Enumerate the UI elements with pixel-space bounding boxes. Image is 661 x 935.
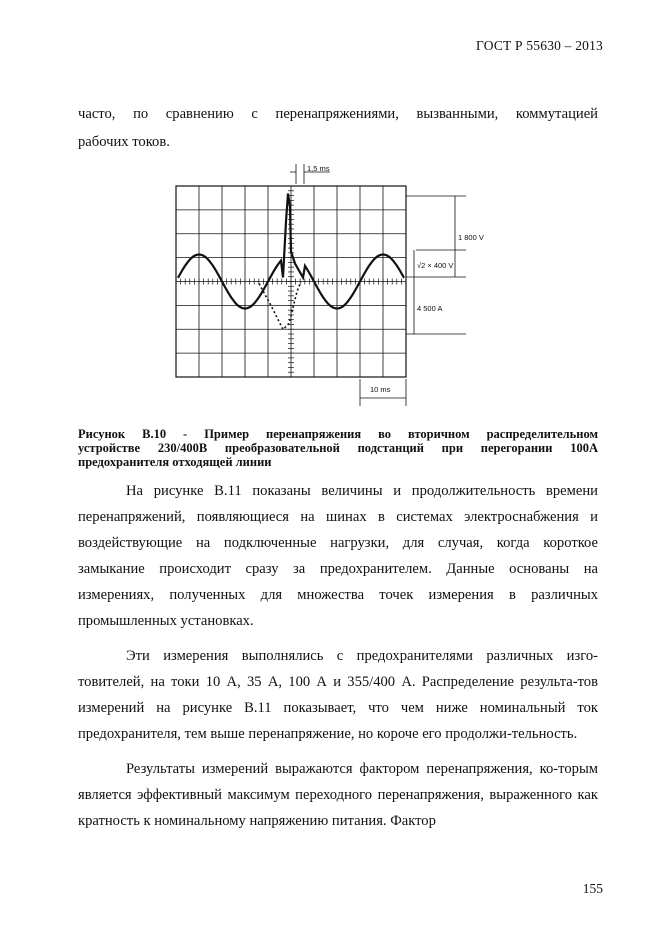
intro-line-2: рабочих токов. [78,134,170,150]
label-amplitude: √2 × 400 V [417,261,454,270]
page-header: ГОСТ Р 55630 – 2013 [476,38,603,53]
figure-caption [78,427,598,469]
paragraph-2: Эти измерения выполнялись с предохранителями различных изго-товителей, на токи 10 А, 35 А, 100 А и 355/400 А. Распределение результа-тов измерений на рисунке В.11 показывает, что чем ниже номинальный ток предохранителя, тем выше перенапряжение, но короче его продолжи-тельность. [78,648,598,742]
label-peak: 1 800 V [458,233,484,242]
label-period: 10 ms [370,385,391,394]
oscillogram-figure [78,160,598,420]
intro-line-1: часто, по сравнению с перенапряжениями, вызванными, коммутацией [78,106,598,122]
paragraph-1: На рисунке В.11 показаны величины и продолжительность времени перенапряжений, появляющиеся на шинах в системах электроснабжения и воздействующие на подключенные нагрузки, для случая, когда короткое замыкание происходит сразу за предохранителем. Данные основаны на измерениях, полученных для множества точек измерения в различных промышленных установках. [78,483,598,629]
body-text [78,478,598,843]
label-top-time: 1,5 ms [307,164,330,173]
label-current: 4 500 A [417,304,443,313]
oscillogram-svg [78,160,598,420]
page-number: 155 [582,881,603,896]
paragraph-3: Результаты измерений выражаются фактором перенапряжения, ко-торым является эффективный максимум переходного перенапряжения, выраженного как кратность к номинальному напряжению питания. Фактор [78,761,598,829]
caption-line-1: Рисунок В.10 - Пример перенапряжения во вторичном распределительном [78,427,598,441]
caption-line-2: устройстве 230/400В преобразовательной подстанций при перегорании 100А [78,441,598,455]
intro-text [78,100,598,156]
caption-line-3: предохранителя отходящей линии [78,455,272,469]
